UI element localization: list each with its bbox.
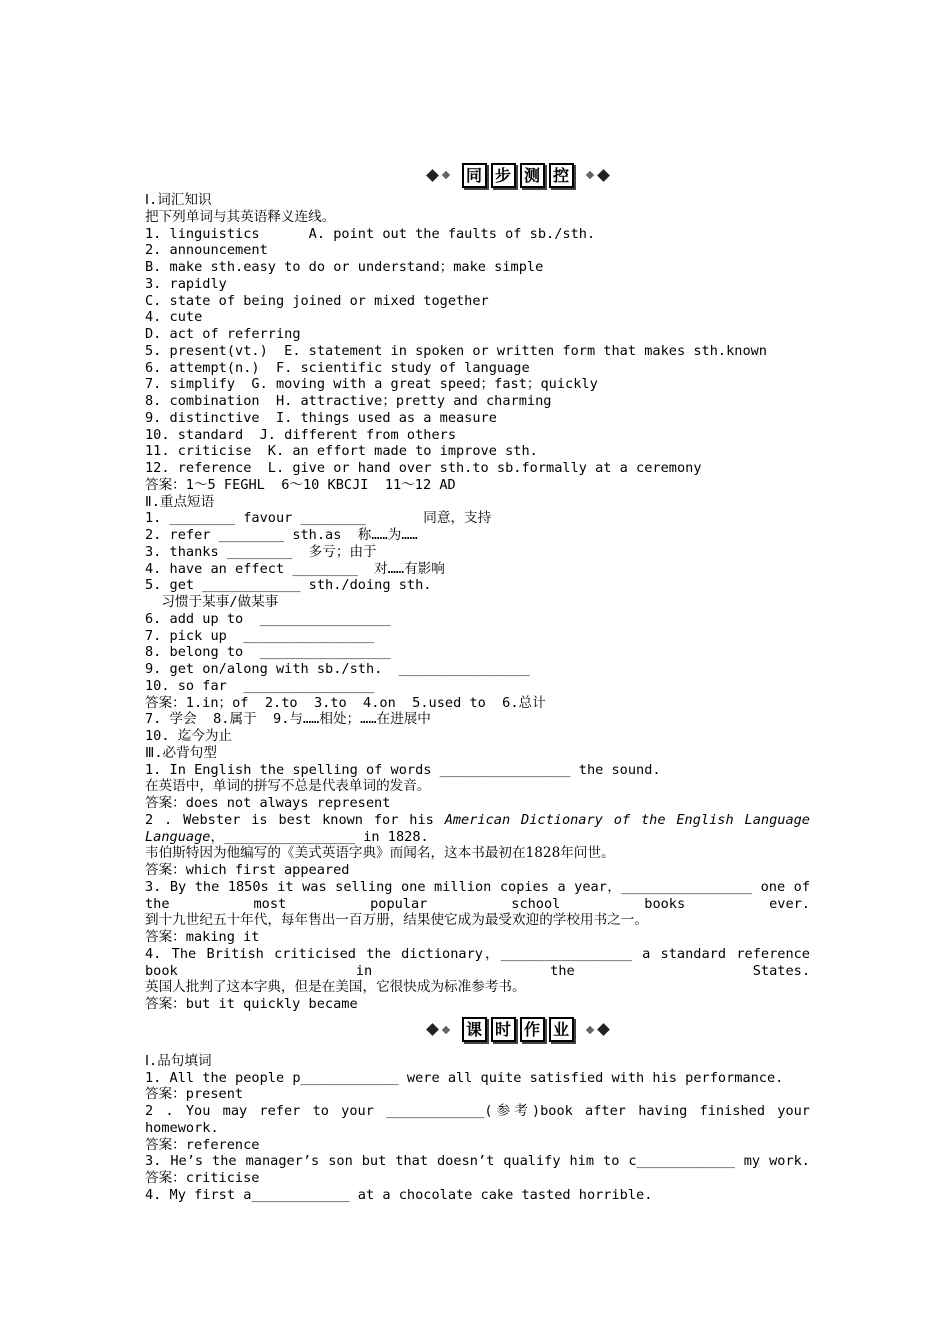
- diamond-icon: [585, 171, 593, 179]
- sentence-4-answer: 答案：but it quickly became: [145, 996, 358, 1012]
- text-line: 7. pick up ________________: [145, 627, 375, 644]
- homework-a2: 答案：reference: [145, 1136, 260, 1153]
- text-line: 习惯于某事/做某事: [145, 594, 279, 610]
- sentence-2-translation: 韦伯斯特因为他编写的《美式英语字典》而闻名，这本书最初在1828年问世。: [145, 845, 615, 862]
- sentence-3: 3. By the 1850s it was selling one million copies a year，________________ one of the most popular school books ever.: [145, 878, 810, 912]
- text-line: 9. get on/along with sb./sth. ________________: [145, 661, 530, 677]
- text-line: 1. ________ favour ________ 同意，支持: [145, 510, 492, 527]
- homework-q2: 2 . You may refer to your ____________(参考)book after having finished your homework.: [145, 1103, 810, 1136]
- text-line: Ⅲ.必背句型: [145, 744, 217, 761]
- homework-heading: Ⅰ.品句填词: [145, 1052, 212, 1069]
- banner-char: 步: [491, 163, 516, 188]
- text-line: 答案：1～5 FEGHL 6～10 KBCJI 11～12 AD: [145, 476, 456, 493]
- diamond-icon: [585, 1026, 593, 1034]
- text-line: 在英语中，单词的拼写不总是代表单词的发音。: [145, 778, 431, 795]
- text-line: D. act of referring: [145, 326, 301, 342]
- section-banner-sync-test: [225, 158, 810, 192]
- sentence-2-line: 2 . Webster is best known for his American Dictionary of the English Language: [145, 811, 810, 828]
- banner-char: 课: [462, 1017, 487, 1042]
- text-line: 3. rapidly: [145, 275, 227, 292]
- diamond-icon: [426, 1023, 439, 1036]
- text-line: Ⅰ.词汇知识: [145, 192, 212, 208]
- text-line: 5. present(vt.) E. statement in spoken or written form that makes sth.known: [145, 342, 767, 359]
- banner-char: 作: [520, 1017, 545, 1042]
- book-title: American Dictionary of the English Language: [444, 811, 810, 828]
- text-line: 10. so far ________________: [145, 677, 375, 694]
- text-line: 把下列单词与其英语释义连线。: [145, 208, 336, 225]
- sentence-4-translation: 英国人批判了这本字典，但是在美国，它很快成为标准参考书。: [145, 979, 526, 996]
- diamond-icon: [441, 1026, 449, 1034]
- text-line: 6. attempt(n.) F. scientific study of language: [145, 359, 530, 376]
- sentence-3-answer: 答案：making it: [145, 929, 260, 945]
- sentence-2-answer: 答案：which first appeared: [145, 862, 350, 878]
- text-line: 7. simplify G. moving with a great speed；fast；quickly: [145, 376, 598, 393]
- banner-char: 同: [462, 163, 487, 188]
- text-line: 2. refer ________ sth.as 称……为……: [145, 527, 418, 543]
- text-line: 8. combination H. attractive；pretty and charming: [145, 393, 552, 409]
- text-line: 6. add up to ________________: [145, 610, 391, 627]
- text-line: 3. thanks ________ 多亏；由于: [145, 543, 377, 560]
- text-line: 7. 学会 8.属于 9.与……相处；……在进展中: [145, 711, 431, 728]
- text-line: 答案：does not always represent: [145, 795, 391, 811]
- homework-q3: 3. He’s the manager’s son but that doesn’t qualify him to c____________ my work.: [145, 1153, 810, 1170]
- sentence-2-tail: Language，________________ in 1828.: [145, 828, 429, 845]
- text-line: 1. In English the spelling of words ________________ the sound.: [145, 761, 661, 778]
- text-line: 12. reference L. give or hand over sth.to sb.formally at a ceremony: [145, 460, 702, 476]
- text-line: 答案：1.in；of 2.to 3.to 4.on 5.used to 6.总计: [145, 694, 546, 711]
- sentence-4: 4. The British criticised the dictionary，________________ a standard reference book in the States.: [145, 945, 810, 979]
- text-line: C. state of being joined or mixed together: [145, 292, 489, 309]
- banner-char: 测: [520, 163, 545, 188]
- text-line: Ⅱ.重点短语: [145, 493, 215, 510]
- text-line: B. make sth.easy to do or understand；make simple: [145, 259, 544, 275]
- diamond-icon: [597, 169, 610, 182]
- text-line: 2. announcement: [145, 242, 268, 259]
- banner-char: 控: [549, 163, 574, 188]
- diamond-icon: [597, 1023, 610, 1036]
- text-line: 9. distinctive I. things used as a measure: [145, 409, 497, 426]
- homework-q1: 1. All the people p____________ were all quite satisfied with his performance.: [145, 1069, 784, 1086]
- sentence-3-translation: 到十九世纪五十年代，每年售出一百万册，结果使它成为最受欢迎的学校用书之一。: [145, 912, 648, 929]
- banner-char: 时: [491, 1017, 516, 1042]
- homework-a1: 答案：present: [145, 1086, 244, 1103]
- section-banner-homework: [225, 1013, 810, 1047]
- banner-char: 业: [549, 1017, 574, 1042]
- homework-a3: 答案：criticise: [145, 1170, 260, 1186]
- text-line: 11. criticise K. an effort made to improve sth.: [145, 443, 538, 460]
- homework-q4: 4. My first a____________ at a chocolate cake tasted horrible.: [145, 1186, 653, 1203]
- text-line: 10. 迄今为止: [145, 728, 233, 744]
- sync-test-body: [145, 192, 810, 812]
- text-line: 10. standard J. different from others: [145, 426, 456, 443]
- text-line: 8. belong to ________________: [145, 644, 391, 661]
- diamond-icon: [426, 169, 439, 182]
- diamond-icon: [441, 171, 449, 179]
- text-line: 4. have an effect ________ 对……有影响: [145, 560, 445, 577]
- text-line: 1. linguistics A. point out the faults of sb./sth.: [145, 225, 596, 242]
- text-line: 4. cute: [145, 309, 203, 326]
- worksheet: [145, 158, 810, 1204]
- text-line: 5. get ____________ sth./doing sth.: [145, 577, 432, 594]
